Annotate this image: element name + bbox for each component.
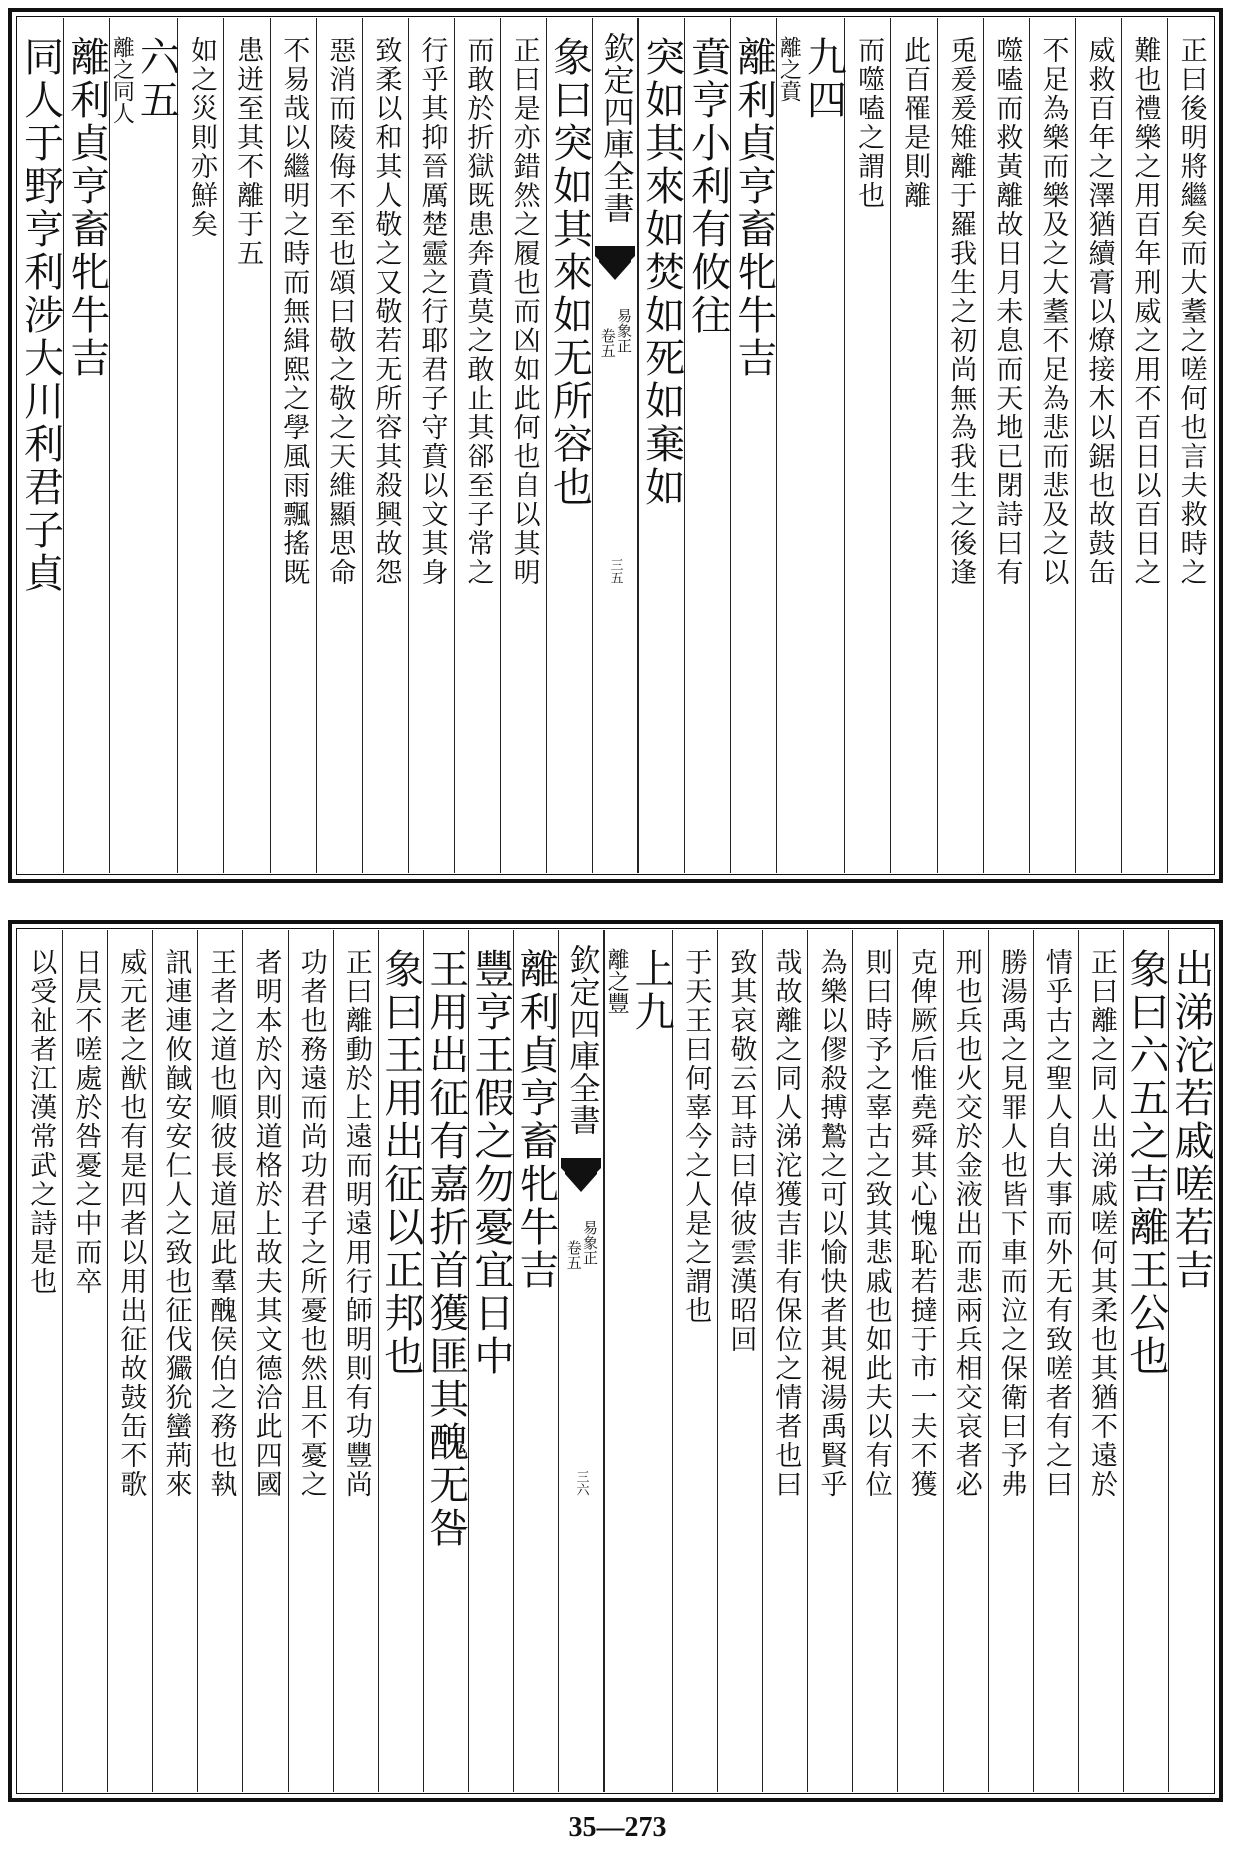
commentary-text: 正曰是亦錯然之履也而凶如此何也自以其明	[508, 36, 540, 587]
commentary-text: 患迸至其不離于五	[232, 36, 264, 268]
text-column	[197, 930, 242, 1792]
line-heading: 六五	[133, 36, 180, 122]
text-column	[454, 18, 500, 873]
text-column	[988, 930, 1033, 1792]
main-text: 同人于野亨利涉大川利君子貞	[17, 36, 64, 595]
main-text: 出涕沱若戚嗟若吉	[1167, 948, 1214, 1292]
text-column	[672, 930, 717, 1792]
text-column	[1078, 930, 1123, 1792]
volume-number: 卷五	[598, 328, 617, 358]
volume-title: 易象正	[580, 1220, 599, 1265]
text-column	[408, 18, 454, 873]
text-column	[638, 18, 684, 873]
lower-page	[8, 920, 1223, 1802]
commentary-text: 正曰離動於上遠而明遠用行師明則有功豐尚	[340, 948, 372, 1499]
commentary-text: 威救百年之澤猶續膏以燎接木以鋸也故鼓缶	[1083, 36, 1115, 587]
hexagram-annotation: 離之豐	[604, 948, 630, 1014]
text-column	[844, 18, 890, 873]
text-column	[109, 18, 180, 873]
commentary-text: 則曰時予之辜古之致其悲戚也如此夫以有位	[860, 948, 892, 1499]
main-text: 象曰突如其來如无所容也	[546, 36, 593, 509]
text-column	[468, 930, 513, 1792]
commentary-text: 訊連連攸馘安安仁人之致也征伐玁狁蠻荊來	[160, 948, 192, 1499]
text-column	[890, 18, 936, 873]
text-column	[684, 18, 730, 873]
text-column	[18, 930, 62, 1792]
text-column	[242, 930, 287, 1792]
text-column	[62, 930, 107, 1792]
text-column	[1167, 18, 1213, 873]
text-column	[730, 18, 776, 873]
lower-page-columns	[18, 930, 1213, 1792]
main-text: 象曰王用出征以正邦也	[377, 948, 424, 1378]
text-column	[1168, 930, 1213, 1792]
commentary-text: 于天王曰何辜今之人是之謂也	[680, 948, 712, 1325]
text-column	[423, 930, 468, 1792]
commentary-text: 為樂以僇殺搏鷙之可以愉快者其視湯禹賢乎	[815, 948, 847, 1499]
text-column	[717, 930, 762, 1792]
main-text: 王用出征有嘉折首獲匪其醜无咎	[422, 948, 469, 1550]
folio-number: 三六	[573, 1470, 589, 1496]
text-column	[897, 930, 942, 1792]
text-column	[1123, 930, 1168, 1792]
commentary-text: 致其哀敬云耳詩曰倬彼雲漢昭回	[725, 948, 757, 1354]
center-fold	[558, 930, 604, 1792]
line-heading: 九四	[800, 36, 847, 122]
commentary-text: 以受祉者江漢常武之詩是也	[25, 948, 57, 1296]
text-column	[63, 18, 109, 873]
commentary-text: 正曰後明將繼矣而大耋之嗟何也言夫救時之	[1175, 36, 1207, 587]
main-text: 豐亨王假之勿憂宜日中	[467, 948, 514, 1378]
book-title: 欽定四庫全書	[597, 32, 634, 224]
text-column	[223, 18, 269, 873]
commentary-text: 情乎古之聖人自大事而外无有致嗟者有之曰	[1040, 948, 1072, 1499]
main-text: 突如其來如焚如死如棄如	[638, 36, 685, 509]
text-column	[107, 930, 152, 1792]
main-text: 賁亨小利有攸往	[684, 36, 731, 337]
text-column	[1029, 18, 1075, 873]
commentary-text: 者明本於內則道格於上故夫其文德洽此四國	[250, 948, 282, 1499]
commentary-text: 難也禮樂之用百年刑威之用不百日以百日之	[1129, 36, 1161, 587]
text-column	[1121, 18, 1167, 873]
commentary-text: 惡消而陵侮不至也頌曰敬之敬之天維顯思命	[324, 36, 356, 587]
text-column	[604, 930, 675, 1792]
text-column	[807, 930, 852, 1792]
commentary-text: 而噬嗑之謂也	[853, 36, 885, 210]
text-column	[1033, 930, 1078, 1792]
line-heading: 上九	[628, 948, 675, 1034]
commentary-text: 此百罹是則離	[899, 36, 931, 210]
hexagram-annotation: 離之賁	[776, 36, 802, 102]
commentary-text: 哉故離之同人涕沱獲吉非有保位之情者也曰	[770, 948, 802, 1499]
text-column	[762, 930, 807, 1792]
folio-number: 三五	[607, 558, 623, 584]
commentary-text: 不足為樂而樂及之大耋不足為悲而悲及之以	[1037, 36, 1069, 587]
commentary-text: 功者也務遠而尚功君子之所憂也然且不憂之	[295, 948, 327, 1499]
text-column	[316, 18, 362, 873]
text-column	[177, 18, 223, 873]
fishtail-mark-icon	[595, 246, 635, 286]
hexagram-annotation: 離之同人	[109, 36, 135, 124]
text-column	[943, 930, 988, 1792]
text-column	[378, 930, 423, 1792]
commentary-text: 兎爰爰雉離于羅我生之初尚無為我生之後逢	[945, 36, 977, 587]
upper-page-columns	[18, 18, 1213, 873]
commentary-text: 而敢於折獄既患奔賁莫之敢止其郤至子常之	[462, 36, 494, 587]
text-column	[270, 18, 316, 873]
fishtail-mark-icon	[561, 1158, 601, 1198]
commentary-text: 克俾厥后惟堯舜其心愧恥若撻于市一夫不獲	[905, 948, 937, 1499]
text-column	[983, 18, 1029, 873]
text-column	[500, 18, 546, 873]
volume-number: 卷五	[564, 1240, 583, 1270]
text-column	[333, 930, 378, 1792]
text-column	[288, 930, 333, 1792]
text-column	[546, 18, 592, 873]
commentary-text: 王者之道也順彼長道屈此羣醜侯伯之務也執	[205, 948, 237, 1499]
commentary-text: 不易哉以繼明之時而無緝熙之學風雨飄搖既	[278, 36, 310, 587]
commentary-text: 如之災則亦鮮矣	[186, 36, 218, 239]
commentary-text: 行乎其抑晉厲楚靈之行耶君子守賁以文其身	[416, 36, 448, 587]
text-column	[1075, 18, 1121, 873]
commentary-text: 威元老之猷也有是四者以用出征故鼓缶不歌	[115, 948, 147, 1499]
volume-title: 易象正	[615, 308, 634, 353]
text-column	[18, 18, 63, 873]
book-title: 欽定四庫全書	[563, 944, 600, 1136]
center-fold	[592, 18, 638, 873]
commentary-text: 刑也兵也火交於金液出而悲兩兵相交哀者必	[950, 948, 982, 1499]
commentary-text: 噬嗑而救黃離故日月未息而天地已閉詩曰有	[991, 36, 1023, 587]
text-column	[852, 930, 897, 1792]
main-text: 象曰六五之吉離王公也	[1122, 948, 1169, 1378]
commentary-text: 日昃不嗟處於咎憂之中而卒	[70, 948, 102, 1296]
text-column	[362, 18, 408, 873]
main-text: 離利貞亨畜牝牛吉	[730, 36, 777, 380]
main-text: 離利貞亨畜牝牛吉	[63, 36, 110, 380]
text-column	[776, 18, 847, 873]
commentary-text: 正曰離之同人出涕戚嗟何其柔也其猶不遠於	[1085, 948, 1117, 1499]
text-column	[152, 930, 197, 1792]
commentary-text: 勝湯禹之見罪人也皆下車而泣之保衛曰予弗	[995, 948, 1027, 1499]
main-text: 離利貞亨畜牝牛吉	[512, 948, 559, 1292]
text-column	[937, 18, 983, 873]
commentary-text: 致柔以和其人敬之又敬若无所容其殺興故怨	[370, 36, 402, 587]
page-number: 35—273	[568, 1812, 667, 1843]
text-column	[513, 930, 558, 1792]
upper-page	[8, 8, 1223, 883]
